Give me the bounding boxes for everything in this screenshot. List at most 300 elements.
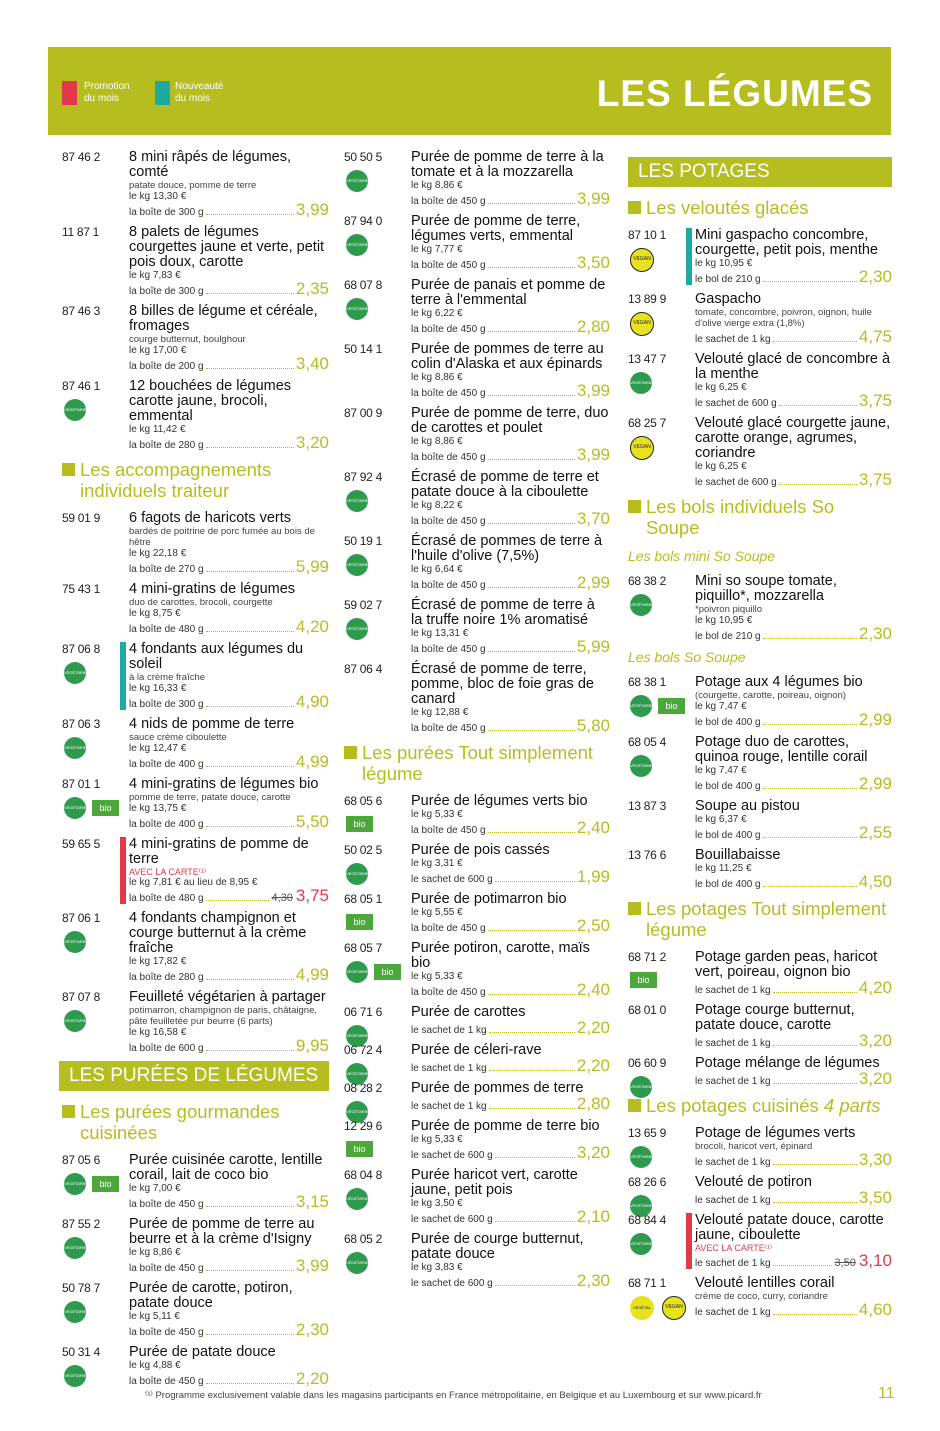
product-code: 68 05 6	[344, 794, 382, 808]
product-price: 3,75	[295, 886, 329, 905]
left-list-2	[62, 511, 329, 904]
product-quantity: la boîte de 450 g	[411, 644, 486, 655]
section-potages-simples	[628, 898, 892, 940]
section-accompagnements	[62, 459, 329, 501]
product-item	[62, 777, 329, 830]
price-line	[411, 511, 610, 527]
section-veloutes-glaces	[628, 197, 892, 218]
bio-leaf-icon: bio	[346, 914, 373, 930]
price-line	[411, 918, 610, 934]
product-name: Purée de pomme de terre, légumes verts, emmental	[411, 213, 581, 244]
price-line	[129, 281, 329, 297]
leader-dots	[488, 832, 575, 833]
product-item	[62, 511, 329, 575]
section-title-text: Les potages Tout simplement légume	[646, 898, 887, 940]
product-name: 4 mini-gratins de légumes bio	[129, 776, 319, 792]
product-code: 68 05 1	[344, 892, 382, 906]
product-name: Purée de céleri-rave	[411, 1042, 542, 1058]
price-line	[411, 718, 610, 734]
price-per-kg: le kg 11,42 €	[129, 424, 186, 435]
price-per-kg: le kg 5,33 €	[411, 971, 463, 982]
price-per-kg: le kg 8,86 €	[129, 1247, 181, 1258]
product-code: 13 65 9	[628, 1126, 666, 1140]
price-per-kg: le kg 6,25 €	[695, 382, 747, 393]
section-band-potages: LES POTAGES	[628, 157, 892, 187]
product-name: Potage de légumes verts	[695, 1125, 856, 1141]
price-line	[129, 754, 329, 770]
product-item	[344, 941, 610, 998]
product-name: Purée de pomme de terre bio	[411, 1118, 600, 1134]
product-code: 50 19 1	[344, 534, 382, 548]
product-item	[344, 470, 610, 527]
product-code: 87 06 1	[62, 911, 100, 925]
product-name: Potage garden peas, haricot vert, poireau, oignon bio	[695, 949, 878, 980]
product-price: 2,35	[295, 279, 329, 298]
product-quantity: la boîte de 450 g	[411, 516, 486, 527]
section-title-text: Les purées Tout simplement légume	[362, 742, 594, 784]
product-quantity: le bol de 210 g	[695, 274, 761, 285]
price-per-kg: le kg 8,86 €	[411, 436, 463, 447]
price-per-kg: le kg 5,55 €	[411, 907, 463, 918]
product-price: 2,20	[576, 1056, 610, 1075]
leader-dots	[763, 638, 857, 639]
product-code: 59 01 9	[62, 511, 100, 525]
price-per-kg: le kg 13,75 €	[129, 803, 187, 814]
price-per-kg: le kg 3,83 €	[411, 1262, 463, 1273]
leader-dots	[206, 214, 294, 215]
product-code: 87 06 3	[62, 717, 100, 731]
product-price: 3,40	[295, 354, 329, 373]
product-price: 2,99	[858, 710, 892, 729]
product-price: 3,75	[858, 391, 892, 410]
product-description: *poivron piquillo	[695, 604, 763, 615]
price-per-kg: le kg 5,33 €	[411, 1134, 463, 1145]
vegetarien-badge-icon: VÉGÉTARIEN	[64, 1173, 86, 1195]
middle-column	[344, 150, 610, 1296]
vegetarien-badge-icon: VÉGÉTARIEN	[64, 1365, 86, 1387]
leader-dots	[495, 1157, 575, 1158]
product-price: 3,15	[295, 1192, 329, 1211]
product-quantity: la boîte de 450 g	[129, 1376, 204, 1387]
price-per-kg: le kg 6,64 €	[411, 564, 463, 575]
product-item	[344, 598, 610, 655]
product-code: 68 05 2	[344, 1232, 382, 1246]
leader-dots	[495, 1221, 575, 1222]
leader-dots	[488, 587, 575, 588]
section-title-text: Les purées gourmandes cuisinées	[80, 1101, 280, 1143]
leader-dots	[489, 1070, 575, 1071]
price-line	[129, 694, 329, 710]
product-name: Purée potiron, carotte, maïs bio	[411, 940, 590, 971]
price-line	[411, 1209, 610, 1225]
product-quantity: le sachet de 1 kg	[695, 1307, 771, 1318]
page-header	[48, 47, 891, 135]
product-price: 5,50	[295, 812, 329, 831]
price-line	[129, 1322, 329, 1338]
section-square-icon	[62, 1105, 75, 1118]
product-code: 68 07 8	[344, 278, 382, 292]
product-price: 4,90	[295, 692, 329, 711]
promo-product-marker	[686, 1213, 692, 1269]
product-code: 68 26 6	[628, 1175, 666, 1189]
product-item	[344, 406, 610, 463]
product-name: Purée de potimarron bio	[411, 891, 567, 907]
leader-dots	[488, 994, 575, 995]
product-price: 1,99	[576, 867, 610, 886]
product-item	[628, 675, 892, 728]
bio-leaf-icon: bio	[92, 1176, 119, 1192]
section-title-text: Les bols individuels So Soupe	[646, 496, 835, 538]
product-quantity: la boîte de 480 g	[129, 893, 204, 904]
product-quantity: la boîte de 450 g	[411, 825, 486, 836]
price-per-kg: le kg 11,25 €	[695, 863, 752, 874]
price-line	[129, 619, 329, 635]
product-code: 87 46 2	[62, 150, 100, 164]
section-square-icon	[628, 1099, 641, 1112]
product-description: à la crème fraîche	[129, 672, 206, 683]
product-code: 87 06 4	[344, 662, 382, 676]
price-line	[411, 191, 610, 207]
product-quantity: le bol de 210 g	[695, 631, 761, 642]
section-square-icon	[628, 500, 641, 513]
price-per-kg: le kg 10,95 €	[695, 615, 753, 626]
product-quantity: le sachet de 1 kg	[695, 985, 771, 996]
product-name: Velouté lentilles corail	[695, 1275, 835, 1291]
price-line	[129, 967, 329, 983]
price-line	[695, 825, 892, 841]
price-line	[411, 982, 610, 998]
vegetarien-badge-icon: VÉGÉTARIEN	[346, 618, 368, 640]
price-per-kg: le kg 7,77 €	[411, 244, 463, 255]
product-item	[344, 534, 610, 591]
product-name: Potage courge butternut, patate douce, carotte	[695, 1002, 855, 1033]
product-name: 6 fagots de haricots verts	[129, 510, 291, 526]
product-price: 4,99	[295, 965, 329, 984]
leader-dots	[488, 930, 575, 931]
product-price: 4,20	[295, 617, 329, 636]
new-product-marker	[686, 228, 692, 285]
product-item	[344, 1119, 610, 1161]
price-line	[129, 1038, 329, 1054]
leader-dots	[488, 395, 575, 396]
leader-dots	[488, 331, 575, 332]
product-code: 50 14 1	[344, 342, 382, 356]
right-list-1	[628, 228, 892, 488]
product-code: 87 46 1	[62, 379, 100, 393]
product-name: Écrasé de pomme de terre et patate douce à la ciboulette	[411, 469, 599, 500]
product-price: 3,99	[576, 189, 610, 208]
product-price: 3,70	[576, 509, 610, 528]
price-line	[411, 447, 610, 463]
product-name: Purée de patate douce	[129, 1344, 276, 1360]
leader-dots	[779, 484, 857, 485]
product-code: 13 76 6	[628, 848, 666, 862]
vegetarien-badge-icon: VÉGÉTARIEN	[64, 662, 86, 684]
product-price: 2,55	[858, 823, 892, 842]
vegetarien-badge-icon: VÉGÉTARIEN	[630, 755, 652, 777]
product-name: Velouté glacé courgette jaune, carotte orange, agrumes, coriandre	[695, 415, 891, 461]
product-code: 68 05 7	[344, 941, 382, 955]
product-price: 2,40	[576, 980, 610, 999]
product-item	[62, 304, 329, 372]
product-quantity: la boîte de 450 g	[411, 196, 486, 207]
price-per-kg: le kg 6,37 €	[695, 814, 747, 825]
product-quantity: le sachet de 1 kg	[695, 1038, 771, 1049]
product-quantity: le sachet de 600 g	[411, 1214, 493, 1225]
product-name: 12 bouchées de légumes carotte jaune, brocoli, emmental	[129, 378, 292, 424]
page-title: LES LÉGUMES	[596, 73, 873, 114]
product-quantity: le sachet de 1 kg	[695, 334, 771, 345]
price-per-kg: le kg 8,86 €	[411, 180, 463, 191]
product-quantity: la boîte de 270 g	[129, 564, 204, 575]
product-code: 50 50 5	[344, 150, 382, 164]
price-line	[695, 712, 892, 728]
loyalty-card-note: AVEC LA CARTE⁽¹⁾	[129, 867, 207, 877]
leader-dots	[488, 730, 575, 731]
price-line	[411, 1020, 610, 1036]
left-list-4	[62, 1153, 329, 1387]
section-square-icon	[62, 463, 75, 476]
price-line	[129, 435, 329, 451]
product-code: 87 07 8	[62, 990, 100, 1004]
vegetarien-badge-icon: VÉGÉTARIEN	[346, 490, 368, 512]
product-name: Purée de pomme de terre, duo de carottes et poulet	[411, 405, 609, 436]
product-code: 13 87 3	[628, 799, 666, 813]
price-per-kg: le kg 12,88 €	[411, 707, 469, 718]
product-item	[628, 292, 892, 345]
product-name: Mini so soupe tomate, piquillo*, mozzarella	[695, 573, 837, 604]
price-line	[411, 1145, 610, 1161]
price-line	[411, 1273, 610, 1289]
price-line	[129, 814, 329, 830]
mid-list-1	[344, 150, 610, 734]
product-name: Purée de carottes	[411, 1004, 526, 1020]
price-line	[411, 319, 610, 335]
product-name: Écrasé de pommes de terre à l'huile d'olive (7,5%)	[411, 533, 603, 564]
product-description: crème de coco, curry, coriandre	[695, 1291, 828, 1302]
product-price: 3,30	[858, 1150, 892, 1169]
subsection-bols: Les bols So Soupe	[628, 649, 746, 665]
product-quantity: la boîte de 480 g	[129, 624, 204, 635]
leader-dots	[773, 1083, 857, 1084]
promo-legend-label	[84, 81, 130, 105]
price-per-kg: le kg 7,81 € au lieu de 8,95 €	[129, 877, 258, 888]
product-name: 4 fondants aux légumes du soleil	[129, 641, 304, 672]
product-name: Purée haricot vert, carotte jaune, petit pois	[411, 1167, 578, 1198]
vegetarien-badge-icon: VÉGÉTARIEN	[346, 1025, 368, 1047]
product-quantity: le sachet de 1 kg	[411, 1025, 487, 1036]
vegetarien-badge-icon: VÉGÉTARIEN	[630, 594, 652, 616]
vegetarien-badge-icon: VÉGÉTARIEN	[346, 170, 368, 192]
product-quantity: la boîte de 280 g	[129, 440, 204, 451]
leader-dots	[206, 1334, 294, 1335]
product-item	[62, 717, 329, 770]
product-price: 3,75	[858, 470, 892, 489]
product-code: 75 43 1	[62, 582, 100, 596]
section-title-text: Les potages cuisinés	[646, 1095, 819, 1116]
product-item	[344, 214, 610, 271]
product-name: Mini gaspacho concombre, courgette, petit pois, menthe	[695, 227, 878, 258]
product-item	[62, 1153, 329, 1210]
promo-product-marker	[120, 837, 126, 904]
product-code: 87 06 8	[62, 642, 100, 656]
product-quantity: le sachet de 1 kg	[695, 1195, 771, 1206]
product-price: 3,50	[576, 253, 610, 272]
old-price: 4,30	[271, 892, 293, 904]
product-quantity: la boîte de 450 g	[411, 723, 486, 734]
product-quantity: la boîte de 450 g	[129, 1327, 204, 1338]
leader-dots	[206, 1270, 294, 1271]
product-quantity: la boîte de 300 g	[129, 207, 204, 218]
product-item	[62, 642, 329, 710]
product-name: 4 mini-gratins de pomme de terre	[129, 836, 309, 867]
price-line	[129, 1194, 329, 1210]
vegetarien-badge-icon: VÉGÉTARIEN	[346, 863, 368, 885]
footnote: ⁽¹⁾ Programme exclusivement valable dans les magasins participants en France métropolitaine, en Belgique et au Luxembourg et sur www.picard.fr	[145, 1390, 762, 1401]
product-description: patate douce, pomme de terre	[129, 180, 257, 191]
product-item	[628, 799, 892, 841]
product-price: 4,20	[858, 978, 892, 997]
product-price: 3,20	[858, 1031, 892, 1050]
product-name: Écrasé de pomme de terre à la truffe noire 1% aromatisé	[411, 597, 595, 628]
product-price: 5,99	[295, 557, 329, 576]
product-name: Purée de pommes de terre	[411, 1080, 584, 1096]
price-line	[411, 1058, 610, 1074]
product-quantity: la boîte de 450 g	[129, 1199, 204, 1210]
product-quantity: la boîte de 450 g	[411, 260, 486, 271]
product-item	[628, 1056, 892, 1087]
product-quantity: la boîte de 450 g	[411, 987, 486, 998]
section-bols-so-soupe	[628, 496, 892, 538]
price-line	[695, 269, 892, 285]
old-price: 3,50	[834, 1257, 856, 1269]
product-quantity: la boîte de 200 g	[129, 361, 204, 372]
product-code: 68 38 2	[628, 574, 666, 588]
product-code: 68 71 2	[628, 950, 666, 964]
product-name: Velouté patate douce, carotte jaune, ciboulette	[695, 1212, 884, 1243]
price-line	[411, 639, 610, 655]
product-quantity: le sachet de 600 g	[411, 1278, 493, 1289]
product-description: bardés de poitrine de porc fumée au bois de hêtre	[129, 526, 315, 548]
product-name: Écrasé de pomme de terre, pomme, bloc de foie gras de canard	[411, 661, 594, 707]
product-name: Purée de panais et pomme de terre à l'emmental	[411, 277, 606, 308]
price-per-kg: le kg 5,33 €	[411, 809, 463, 820]
section-square-icon	[628, 201, 641, 214]
product-quantity: la boîte de 450 g	[411, 580, 486, 591]
product-name: Velouté glacé de concombre à la menthe	[695, 351, 891, 382]
product-code: 68 05 4	[628, 735, 666, 749]
product-item	[628, 574, 892, 642]
leader-dots	[206, 1383, 294, 1384]
leader-dots	[773, 1265, 833, 1266]
product-quantity: le sachet de 600 g	[411, 874, 493, 885]
new-legend-label	[175, 81, 223, 105]
price-per-kg: le kg 12,47 €	[129, 743, 187, 754]
price-per-kg: le kg 6,22 €	[411, 308, 463, 319]
leader-dots	[206, 706, 294, 707]
right-list-4	[628, 950, 892, 1087]
price-per-kg: le kg 22,18 €	[129, 548, 187, 559]
product-code: 68 84 4	[628, 1213, 666, 1227]
product-name: Velouté de potiron	[695, 1174, 812, 1190]
left-list-3	[62, 911, 329, 1054]
product-price: 2,80	[576, 317, 610, 336]
product-quantity: le bol de 400 g	[695, 879, 761, 890]
vegan-badge-icon: VEGAN	[630, 248, 654, 272]
leader-dots	[489, 1032, 575, 1033]
price-line	[695, 1190, 892, 1206]
price-per-kg: le kg 3,50 €	[411, 1198, 463, 1209]
section-title-text: Les veloutés glacés	[646, 197, 809, 218]
product-code: 50 31 4	[62, 1345, 100, 1359]
vegetarien-badge-icon: VÉGÉTARIEN	[630, 1146, 652, 1168]
leader-dots	[763, 281, 857, 282]
right-list-3	[628, 675, 892, 890]
vegetarien-badge-icon: VÉGÉTARIEN	[346, 554, 368, 576]
product-description: sauce crème ciboulette	[129, 732, 227, 743]
vegetarien-badge-icon: VÉGÉTARIEN	[64, 797, 86, 819]
product-item	[628, 950, 892, 996]
leader-dots	[488, 267, 575, 268]
product-name: Purée de carotte, potiron, patate douce	[129, 1280, 293, 1311]
product-code: 87 00 9	[344, 406, 382, 420]
leader-dots	[773, 1314, 857, 1315]
product-item	[628, 1276, 892, 1318]
price-per-kg: le kg 10,95 €	[695, 258, 753, 269]
product-item	[62, 582, 329, 635]
product-price: 2,50	[576, 916, 610, 935]
product-quantity: le sachet de 1 kg	[695, 1157, 771, 1168]
price-line	[129, 1258, 329, 1274]
vegetarien-badge-icon: VÉGÉTARIEN	[346, 1188, 368, 1210]
product-code: 87 55 2	[62, 1217, 100, 1231]
leader-dots	[488, 459, 575, 460]
product-code: 87 01 1	[62, 777, 100, 791]
product-code: 08 28 2	[344, 1081, 382, 1095]
product-quantity: le sachet de 600 g	[695, 398, 777, 409]
price-line	[695, 1253, 892, 1269]
product-item	[62, 1217, 329, 1274]
product-name: 4 nids de pomme de terre	[129, 716, 295, 732]
leader-dots	[206, 1206, 294, 1207]
product-name: Potage aux 4 légumes bio	[695, 674, 863, 690]
left-list-1	[62, 150, 329, 451]
product-quantity: la boîte de 450 g	[411, 388, 486, 399]
subsection-bols-mini: Les bols mini So Soupe	[628, 548, 776, 564]
product-name: Potage duo de carottes, quinoa rouge, lentille corail	[695, 734, 868, 765]
product-code: 59 65 5	[62, 837, 100, 851]
product-item	[344, 892, 610, 934]
price-line	[695, 329, 892, 345]
product-quantity: le sachet de 1 kg	[695, 1258, 771, 1269]
price-per-kg: le kg 6,25 €	[695, 461, 747, 472]
leader-dots	[495, 1285, 575, 1286]
product-code: 87 05 6	[62, 1153, 100, 1167]
product-price: 3,10	[858, 1251, 892, 1270]
promo-legend-line2: du mois	[84, 93, 120, 104]
leader-dots	[206, 368, 294, 369]
product-quantity: la boîte de 400 g	[129, 759, 204, 770]
product-item	[628, 1213, 892, 1269]
product-code: 68 71 1	[628, 1276, 666, 1290]
product-price: 4,99	[295, 752, 329, 771]
price-per-kg: le kg 13,31 €	[411, 628, 469, 639]
product-quantity: la boîte de 450 g	[411, 452, 486, 463]
product-item	[344, 843, 610, 885]
product-name: Purée cuisinée carotte, lentille corail, lait de coco bio	[129, 1152, 323, 1183]
product-price: 3,20	[295, 433, 329, 452]
price-line	[695, 626, 892, 642]
